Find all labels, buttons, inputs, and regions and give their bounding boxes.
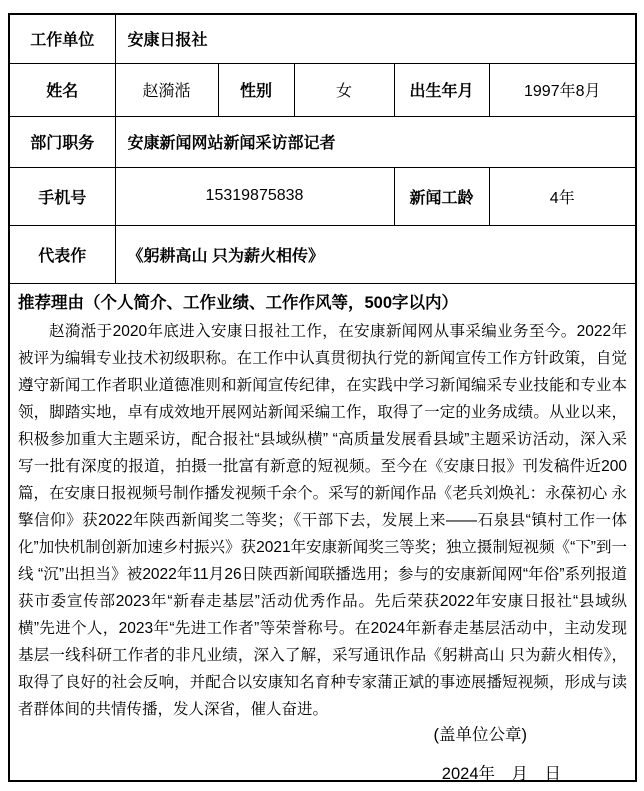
representative-work-value: 《躬耕高山 只为薪火相传》 bbox=[115, 225, 636, 283]
recommendation-section bbox=[10, 284, 635, 780]
name-value: 赵漪湉 bbox=[115, 63, 218, 116]
table-row-representative-work bbox=[9, 225, 636, 283]
recommendation-body-text: 赵漪湉于2020年底进入安康日报社工作，在安康新闻网从事采编业务至今。2022年被评为编辑专业技术初级职称。在工作中认真贯彻执行党的新闻宣传工作方针政策，自觉遵守新闻工作者职业道德准则和新闻宣传纪律，在实践中学习新闻编采专业技能和专业本领，脚踏实地，卓有成效地开展网站新闻采编工作，取得了一定的业务成绩。从业以来，积极参加重大主题采访，配合报社“县域纵横” “高质量发展看县域”主题采访活动，深入采写一批有深度的报道，拍摄一批富有新意的短视频。至今在《安康日报》刊发稿件近200篇，在安康日报视频号制作播发视频千余个。采写的新闻作品《老兵刘焕礼：永葆初心 永擎信仰》获2022年陕西新闻奖二等奖；《干部下去，发展上来——石泉县“镇村工作一体化”加快机制创新加速乡村振兴》获2021年安康新闻奖三等奖；独立摄制短视频《“下”到一线 “沉”出担当》被2022年11月26日陕西新闻联播选用；参与的安康新闻网“年俗”系列报道获市委宣传部2023年“新春走基层”活动优秀作品。先后荣获2022年安康日报社“县域纵横”先进个人，2023年“先进工作者”等荣誉称号。在2024年新春走基层活动中，主动发现基层一线科研工作者的非凡业绩，深入了解，采写通讯作品《躬耕高山 只为薪火相传》，取得了良好的社会反响，并配合以安康知名育种专家蒲正斌的事迹展播短视频，形成与读者群体间的共情传播，发人深省，催人奋进。 bbox=[18, 322, 628, 718]
representative-work-label: 代表作 bbox=[9, 225, 115, 283]
table-row-department bbox=[9, 116, 636, 167]
phone-label: 手机号 bbox=[9, 167, 115, 225]
department-label: 部门职务 bbox=[9, 116, 115, 167]
gender-label: 性别 bbox=[218, 63, 294, 116]
recommendation-heading: 推荐理由（个人简介、工作业绩、工作作风等，500字以内） bbox=[18, 293, 459, 312]
date-line: 2024年 月 日 bbox=[441, 764, 562, 781]
table-row-personal-info bbox=[9, 63, 636, 116]
stamp-note: (盖单位公章) bbox=[433, 725, 528, 744]
birth-value: 1997年8月 bbox=[489, 63, 636, 116]
department-value: 安康新闻网站新闻采访部记者 bbox=[115, 116, 636, 167]
work-unit-value: 安康日报社 bbox=[115, 14, 636, 63]
work-unit-label: 工作单位 bbox=[9, 14, 115, 63]
recommendation-cell bbox=[9, 283, 636, 781]
seniority-label: 新闻工龄 bbox=[394, 167, 489, 225]
table-row-phone bbox=[9, 167, 636, 225]
seniority-value: 4年 bbox=[489, 167, 636, 225]
birth-label: 出生年月 bbox=[394, 63, 489, 116]
phone-value: 15319875838 bbox=[115, 167, 394, 225]
gender-value: 女 bbox=[294, 63, 394, 116]
table-row-work-unit bbox=[9, 14, 636, 63]
table-row-recommendation bbox=[9, 283, 636, 781]
recommendation-form-table bbox=[8, 13, 637, 782]
name-label: 姓名 bbox=[9, 63, 115, 116]
